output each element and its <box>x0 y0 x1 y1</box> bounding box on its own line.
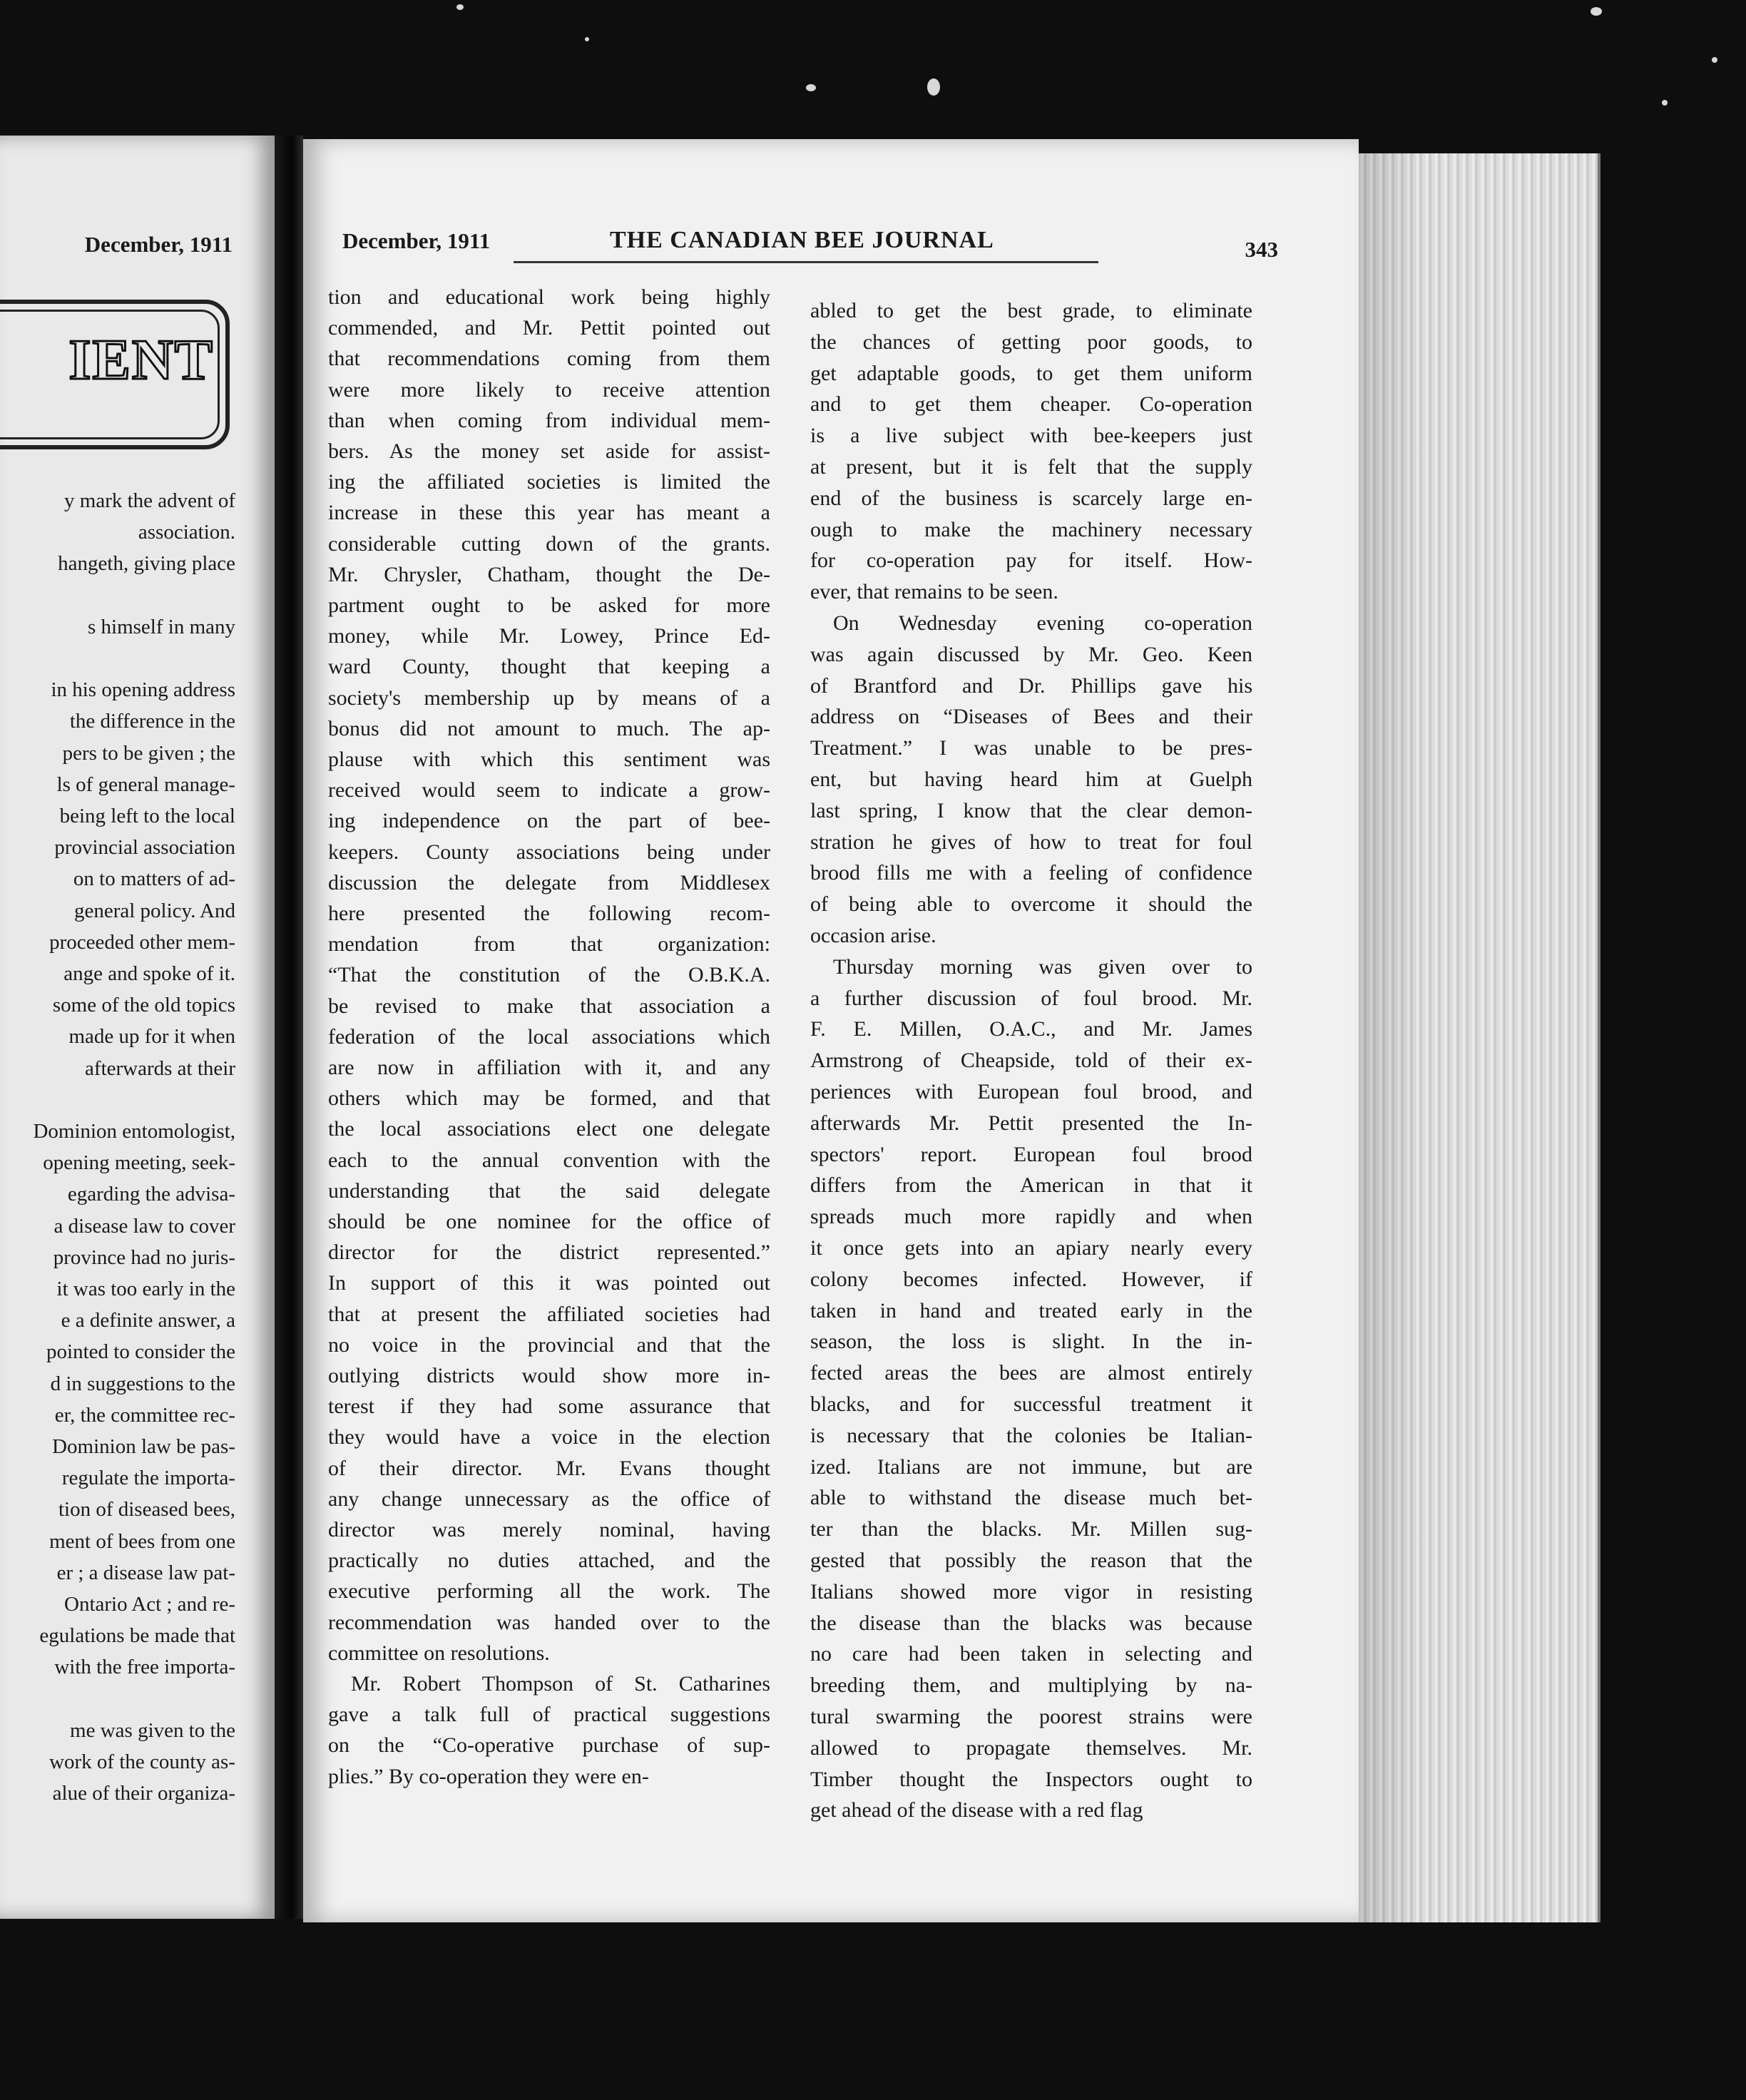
text-line: bonus did not amount to much. The ap- <box>328 716 770 740</box>
text-line: periences with European foul brood, and <box>810 1080 1252 1103</box>
text-line: ough to make the machinery necessary <box>810 517 1252 541</box>
text-line: gested that possibly the reason that the <box>810 1549 1252 1572</box>
text-line: the local associations elect one delegate <box>328 1117 770 1141</box>
text-line: allowed to propagate themselves. Mr. <box>810 1735 1252 1760</box>
text-line: bers. As the money set aside for assist- <box>328 439 770 463</box>
text-line: no voice in the provincial and that the <box>328 1332 770 1357</box>
text-line: society's membership up by means of a <box>328 685 770 710</box>
text-line: director for the district represented.” <box>328 1240 770 1265</box>
text-line: committee on resolutions. <box>328 1641 550 1665</box>
left-text-line: proceeded other mem- <box>49 930 235 954</box>
text-line: at present, but it is felt that the supply <box>810 455 1252 479</box>
left-page <box>0 136 275 1919</box>
left-text-line: ment of bees from one <box>49 1529 235 1553</box>
left-text-line: y mark the advent of <box>64 489 235 512</box>
text-line: last spring, I know that the clear demon- <box>810 798 1252 822</box>
left-text-line: e a definite answer, a <box>61 1309 235 1332</box>
text-line: of their director. Mr. Evans thought <box>328 1456 770 1480</box>
text-line: brood fills me with a feeling of confidence <box>810 861 1252 885</box>
text-line: director was merely nominal, having <box>328 1518 770 1541</box>
text-line: plies.” By co-operation they were en- <box>328 1764 649 1788</box>
text-line: end of the business is scarcely large en- <box>810 486 1252 510</box>
text-line: was again discussed by Mr. Geo. Keen <box>810 642 1252 666</box>
text-line: Timber thought the Inspectors ought to <box>810 1767 1252 1791</box>
text-line: here presented the following recom- <box>328 902 770 925</box>
left-text-line: er ; a disease law pat- <box>56 1561 235 1584</box>
text-line: the disease than the blacks was because <box>810 1611 1252 1635</box>
dust-speck <box>806 84 816 91</box>
text-line: able to withstand the disease much bet- <box>810 1486 1252 1510</box>
left-text-line: Ontario Act ; and re- <box>64 1593 235 1616</box>
left-text-line: er, the committee rec- <box>54 1403 235 1427</box>
left-text-line: Dominion entomologist, <box>33 1120 235 1143</box>
left-text-line: province had no juris- <box>53 1245 235 1269</box>
text-line: F. E. Millen, O.A.C., and Mr. James <box>810 1017 1252 1041</box>
text-line: mendation from that organization: <box>328 932 770 957</box>
text-line: be revised to make that association a <box>328 994 770 1018</box>
text-line: of Brantford and Dr. Phillips gave his <box>810 673 1252 698</box>
text-line: federation of the local associations which <box>328 1024 770 1049</box>
dust-speck <box>1712 57 1717 63</box>
text-line: tural swarming the poorest strains were <box>810 1705 1252 1728</box>
text-line: ter than the blacks. Mr. Millen sug- <box>810 1517 1252 1541</box>
text-line: ent, but having heard him at Guelph <box>810 768 1252 791</box>
text-line: gave a talk full of practical suggestions <box>328 1703 770 1727</box>
department-banner <box>0 300 230 449</box>
text-line: on the “Co-operative purchase of sup- <box>328 1733 770 1758</box>
text-line: considerable cutting down of the grants. <box>328 531 770 556</box>
text-line: ing independence on the part of bee- <box>328 809 770 833</box>
text-line: In support of this it was pointed out <box>328 1271 770 1295</box>
text-line: partment ought to be asked for more <box>328 593 770 617</box>
left-text-line: association. <box>138 521 235 544</box>
journal-title: THE CANADIAN BEE JOURNAL <box>610 227 994 253</box>
left-text-line: the difference in the <box>69 710 235 733</box>
text-line: for co-operation pay for itself. How- <box>810 549 1252 573</box>
text-line: get adaptable goods, to get them uniform <box>810 361 1252 385</box>
text-line: the chances of getting poor goods, to <box>810 330 1252 354</box>
left-text-line: regulate the importa- <box>61 1467 235 1490</box>
left-text-line: a disease law to cover <box>53 1214 235 1238</box>
left-text-line: opening meeting, seek- <box>43 1151 235 1175</box>
left-text-line: me was given to the <box>70 1718 235 1742</box>
text-line: taken in hand and treated early in the <box>810 1298 1252 1322</box>
text-line: no care had been taken in selecting and <box>810 1642 1252 1666</box>
left-text-line: pers to be given ; the <box>62 741 235 765</box>
left-text-line: some of the old topics <box>52 994 235 1017</box>
text-line: terest if they had some assurance that <box>328 1395 770 1419</box>
dust-speck <box>1662 100 1668 106</box>
text-line: ever, that remains to be seen. <box>810 580 1058 604</box>
text-line: recommendation was handed over to the <box>328 1610 770 1634</box>
left-text-line: alue of their organiza- <box>52 1782 235 1805</box>
text-line: practically no duties attached, and the <box>328 1549 770 1573</box>
text-line: is necessary that the colonies be Italian- <box>810 1423 1252 1447</box>
left-text-line: egulations be made that <box>39 1624 235 1648</box>
text-line: that at present the affiliated societies had <box>328 1302 770 1326</box>
text-line: any change unnecessary as the office of <box>328 1487 770 1511</box>
text-line: differs from the American in that it <box>810 1173 1252 1198</box>
left-text-line: d in suggestions to the <box>50 1372 235 1395</box>
text-line: keepers. County associations being under <box>328 840 770 864</box>
text-line: ing the affiliated societies is limited the <box>328 470 770 494</box>
dust-speck <box>456 4 464 10</box>
dust-speck <box>927 78 940 96</box>
text-line: that recommendations coming from them <box>328 347 770 371</box>
text-line: others which may be formed, and that <box>328 1086 770 1111</box>
text-line: blacks, and for successful treatment it <box>810 1392 1252 1416</box>
text-line: stration he gives of how to treat for foul <box>810 830 1252 854</box>
text-line: increase in these this year has meant a <box>328 501 770 525</box>
left-text-line: on to matters of ad- <box>73 867 235 891</box>
text-line: they would have a voice in the election <box>328 1425 770 1449</box>
left-text-line: Dominion law be pas- <box>52 1435 235 1458</box>
text-line: colony becomes infected. However, if <box>810 1267 1252 1291</box>
text-line: Mr. Robert Thompson of St. Catharines <box>351 1672 770 1696</box>
left-text-line: general policy. And <box>73 899 235 922</box>
text-line: fected areas the bees are almost entirely <box>810 1361 1252 1385</box>
text-line: ized. Italians are not immune, but are <box>810 1454 1252 1479</box>
left-text-line: egarding the advisa- <box>67 1183 235 1206</box>
left-text-line: made up for it when <box>68 1025 235 1049</box>
text-line: breeding them, and multiplying by na- <box>810 1673 1252 1698</box>
left-text-line: it was too early in the <box>56 1278 235 1300</box>
text-line: address on “Diseases of Bees and their <box>810 705 1252 729</box>
text-line: understanding that the said delegate <box>328 1178 770 1203</box>
text-line: get ahead of the disease with a red flag <box>810 1798 1143 1823</box>
text-line: it once gets into an apiary nearly every <box>810 1236 1252 1260</box>
left-text-line: pointed to consider the <box>46 1340 235 1364</box>
text-line: should be one nominee for the office of <box>328 1210 770 1233</box>
text-line: and to get them cheaper. Co-operation <box>810 392 1252 417</box>
left-text-line: with the free importa- <box>54 1656 235 1679</box>
left-text-line: s himself in many <box>87 615 235 638</box>
text-line: ward County, thought that keeping a <box>328 655 770 679</box>
text-line: Thursday morning was given over to <box>833 954 1252 979</box>
text-line: spectors' report. European foul brood <box>810 1142 1252 1166</box>
text-line: afterwards Mr. Pettit presented the In- <box>810 1111 1252 1135</box>
text-line: Italians showed more vigor in resisting <box>810 1579 1252 1604</box>
header-rule <box>514 261 1098 263</box>
text-line: spreads much more rapidly and when <box>810 1205 1252 1229</box>
text-line: a further discussion of foul brood. Mr. <box>810 986 1252 1010</box>
text-line: each to the annual convention with the <box>328 1148 770 1172</box>
text-line: Mr. Chrysler, Chatham, thought the De- <box>328 562 770 586</box>
text-line: discussion the delegate from Middlesex <box>328 870 770 894</box>
left-header-date: December, 1911 <box>84 232 233 257</box>
left-text-line: tion of diseased bees, <box>58 1498 235 1522</box>
left-text-line: ls of general manage- <box>56 773 235 796</box>
page-number: 343 <box>1245 237 1278 262</box>
text-line: is a live subject with bee-keepers just <box>810 424 1252 448</box>
text-line: money, while Mr. Lowey, Prince Ed- <box>328 624 770 648</box>
text-line: received would seem to indicate a grow- <box>328 778 770 802</box>
text-line: were more likely to receive attention <box>328 377 770 402</box>
left-text-line: afterwards at their <box>85 1056 235 1080</box>
book-gutter <box>275 136 303 1919</box>
text-line: abled to get the best grade, to eliminate <box>810 299 1252 322</box>
left-text-line: hangeth, giving place <box>58 552 235 576</box>
text-line: outlying districts would show more in- <box>328 1364 770 1387</box>
text-line: season, the loss is slight. In the in- <box>810 1330 1252 1354</box>
left-text-line: ange and spoke of it. <box>63 962 235 985</box>
text-line: “That the constitution of the O.B.K.A. <box>328 963 770 987</box>
text-line: executive performing all the work. The <box>328 1579 770 1604</box>
text-line: Armstrong of Cheapside, told of their ex- <box>810 1049 1252 1073</box>
left-text-line: provincial association <box>54 836 235 860</box>
text-line: plause with which this sentiment was <box>328 748 770 771</box>
dust-speck <box>1591 7 1602 16</box>
left-text-line: in his opening address <box>51 678 235 702</box>
text-line: than when coming from individual mem- <box>328 408 770 432</box>
text-line: Treatment.” I was unable to be pres- <box>810 736 1252 760</box>
page-edges-shadow <box>1359 153 1423 1922</box>
running-header <box>342 223 1278 265</box>
text-line: On Wednesday evening co-operation <box>833 611 1252 635</box>
left-text-line: work of the county as- <box>49 1750 235 1773</box>
text-line: commended, and Mr. Pettit pointed out <box>328 316 770 340</box>
dust-speck <box>585 37 589 41</box>
text-line: are now in affiliation with it, and any <box>328 1056 770 1079</box>
left-text-line: being left to the local <box>59 805 235 827</box>
text-line: tion and educational work being highly <box>328 285 770 309</box>
header-date: December, 1911 <box>342 228 491 253</box>
banner-text: IENT <box>68 329 214 392</box>
text-line: of being able to overcome it should the <box>810 892 1252 917</box>
text-line: occasion arise. <box>810 924 936 947</box>
